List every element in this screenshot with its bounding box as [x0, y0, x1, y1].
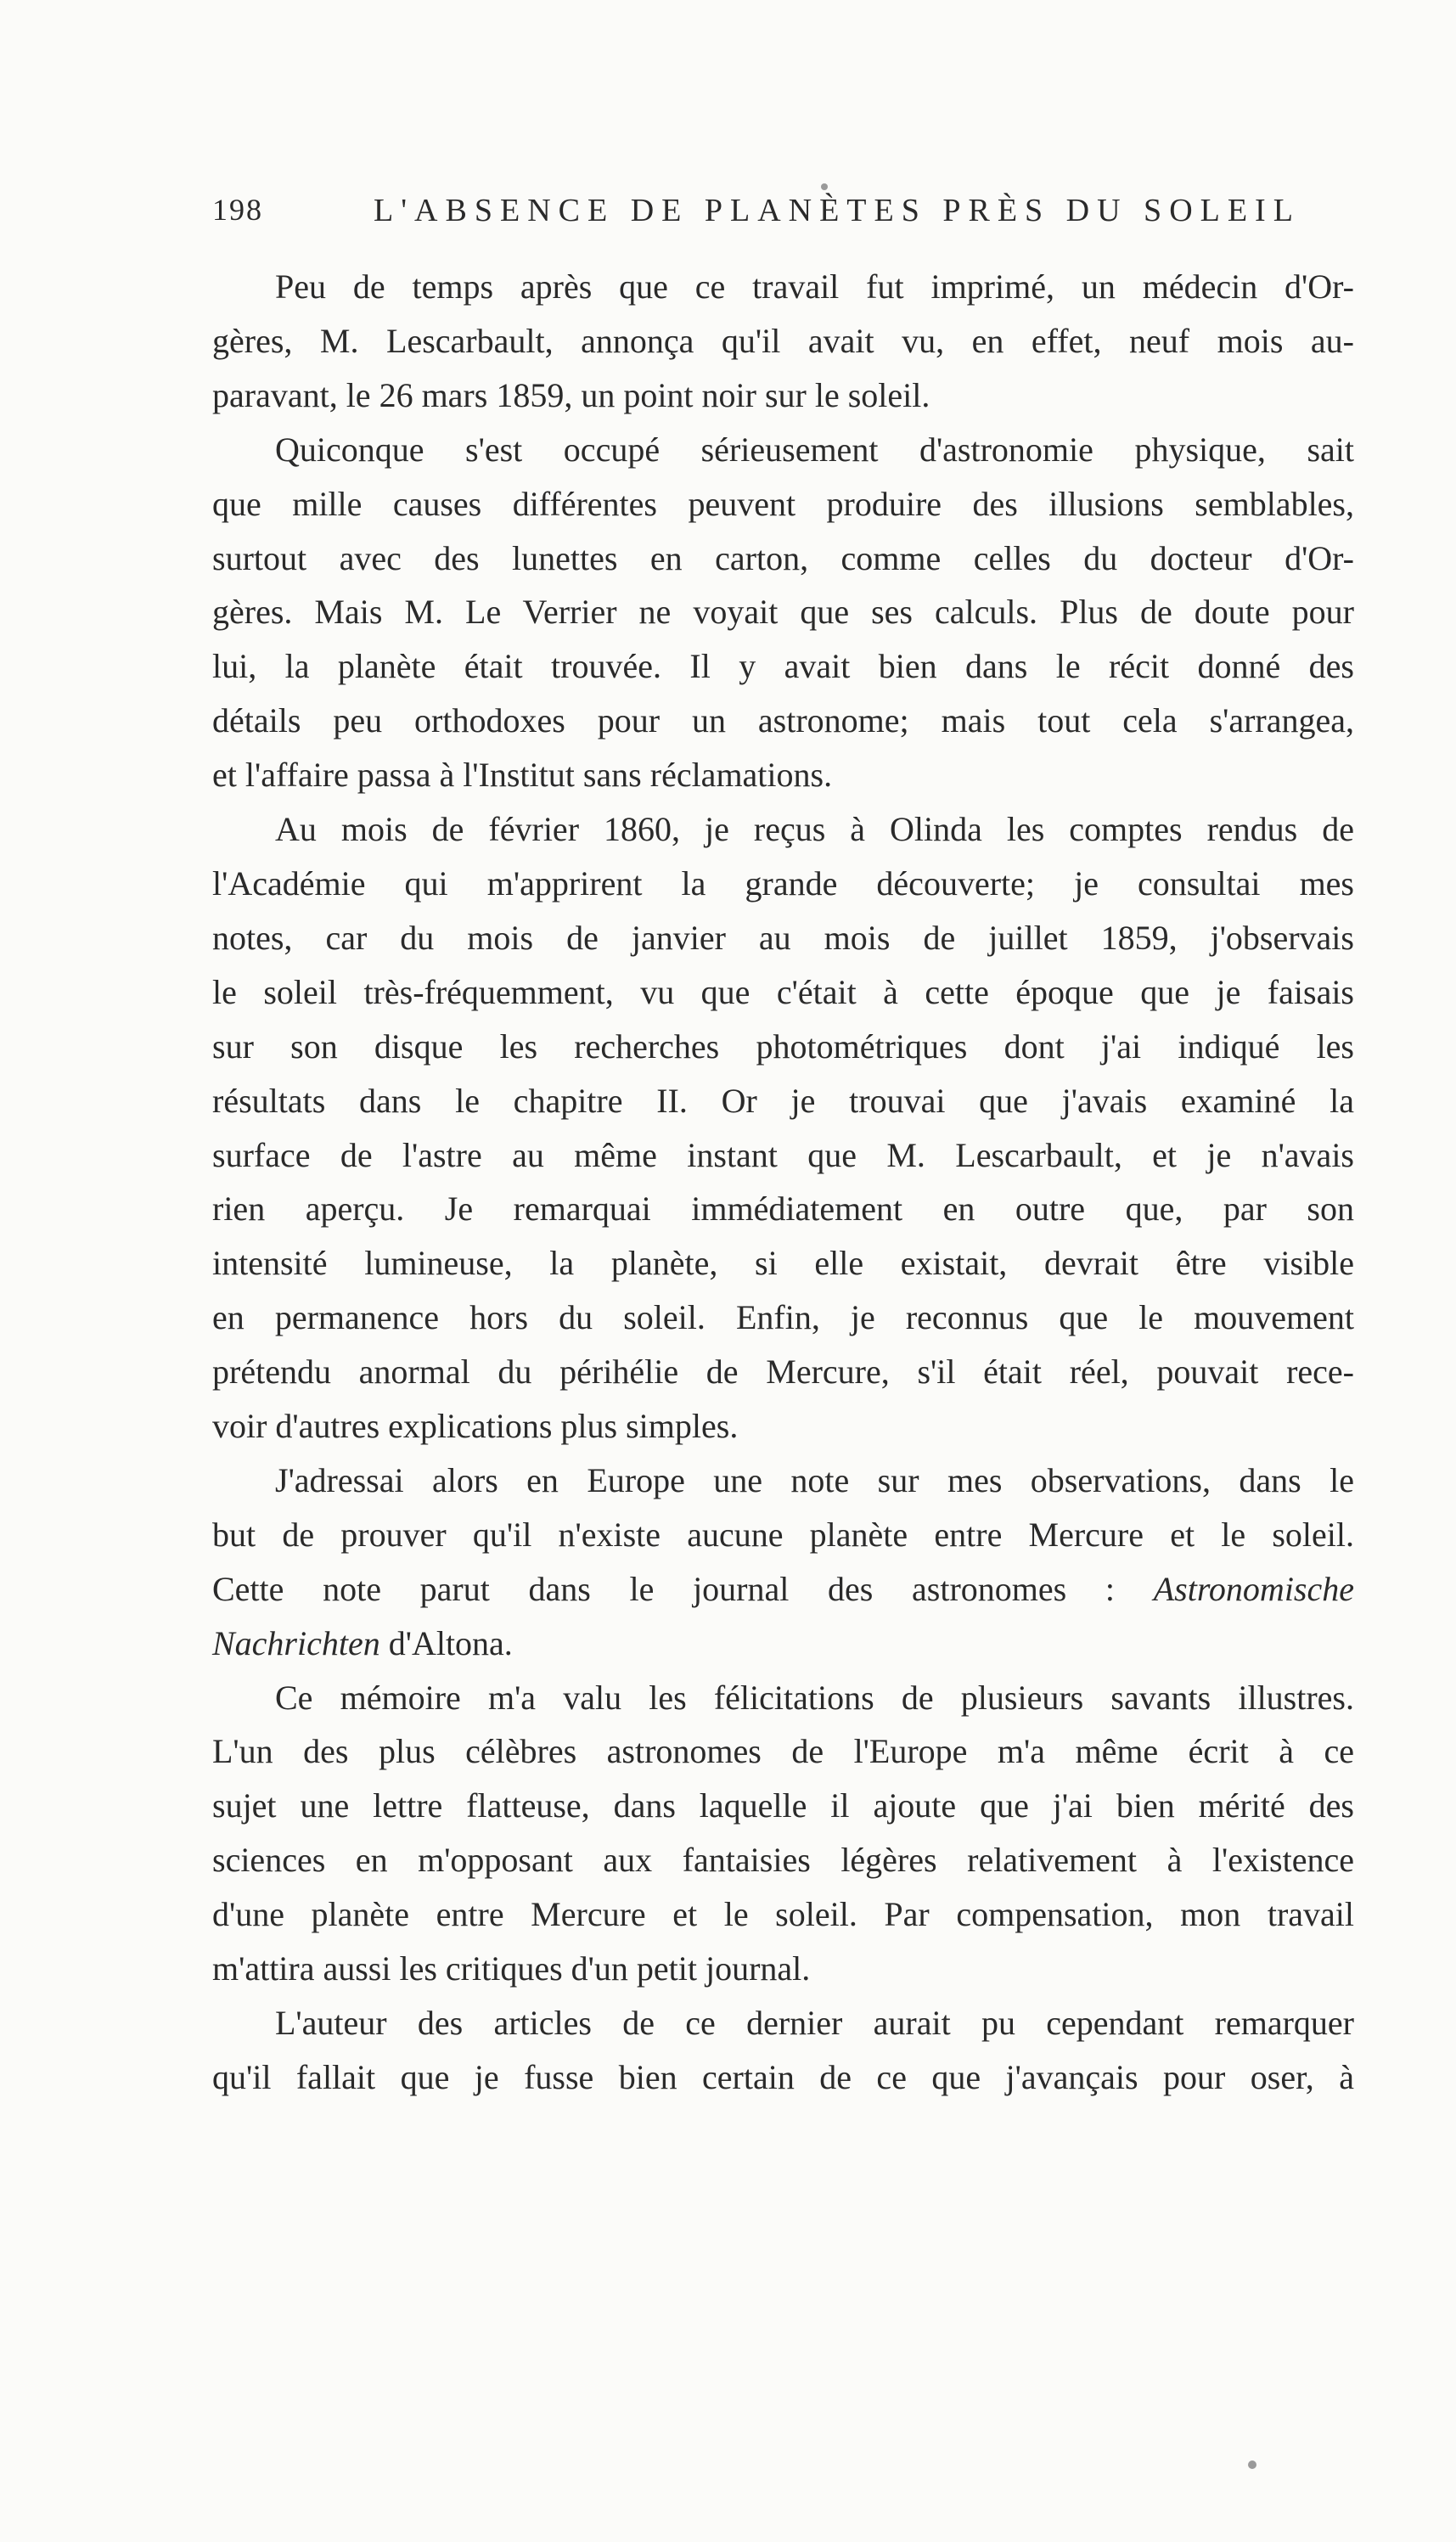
journal-title-part: Astronomische	[1153, 1569, 1355, 1608]
text-line: l'Académie qui m'apprirent la grande découverte; je consultai mes	[212, 863, 1354, 903]
text-segment: Cette note parut dans le journal des astronomes :	[212, 1569, 1116, 1608]
text-line: but de prouver qu'il n'existe aucune planète entre Mercure et le soleil.	[212, 1515, 1354, 1554]
text-line: gères. Mais M. Le Verrier ne voyait que ses calculs. Plus de doute pour	[212, 593, 1354, 632]
body-text	[212, 260, 1354, 2105]
page-number: 198	[212, 193, 263, 227]
text-line: paravant, le 26 mars 1859, un point noir sur le soleil.	[212, 375, 930, 414]
text-line: qu'il fallait que je fusse bien certain de ce que j'avançais pour oser, à	[212, 2057, 1354, 2096]
text-line: m'attira aussi les critiques d'un petit journal.	[212, 1949, 811, 1988]
text-line: en permanence hors du soleil. Enfin, je reconnus que le mouvement	[212, 1298, 1354, 1337]
paper-speck	[821, 183, 828, 190]
text-line: intensité lumineuse, la planète, si elle existait, devrait être visible	[212, 1244, 1354, 1283]
text-line: d'une planète entre Mercure et le soleil. Par compensation, mon travail	[212, 1895, 1354, 1934]
text-line: voir d'autres explications plus simples.	[212, 1407, 739, 1446]
text-line: L'auteur des articles de ce dernier aurait pu cependant remarquer	[275, 2004, 1354, 2042]
text-line: surface de l'astre au même instant que M. Lescarbault, et je n'avais	[212, 1135, 1354, 1174]
text-line: détails peu orthodoxes pour un astronome; mais tout cela s'arrangea,	[212, 701, 1354, 740]
text-line: Peu de temps après que ce travail fut imprimé, un médecin d'Or-	[275, 267, 1354, 306]
text-line: lui, la planète était trouvée. Il y avait bien dans le récit donné des	[212, 647, 1354, 686]
text-line: sur son disque les recherches photométriques dont j'ai indiqué les	[212, 1026, 1354, 1066]
paragraph	[212, 802, 1354, 1454]
text-line: sujet une lettre flatteuse, dans laquelle il ajoute que j'ai bien mérité des	[212, 1786, 1354, 1825]
journal-title-part: Nachrichten	[212, 1623, 380, 1662]
text-line: surtout avec des lunettes en carton, comme celles du docteur d'Or-	[212, 538, 1354, 577]
text-line: le soleil très-fréquemment, vu que c'était à cette époque que je faisais	[212, 972, 1354, 1011]
paragraph	[212, 423, 1354, 802]
text-segment: d'Altona.	[379, 1623, 513, 1662]
paper-speck	[1248, 2460, 1256, 2469]
text-line: que mille causes différentes peuvent produire des illusions semblables,	[212, 484, 1354, 523]
text-line: et l'affaire passa à l'Institut sans réclamations.	[212, 756, 833, 795]
text-line: résultats dans le chapitre II. Or je trouvai que j'avais examiné la	[212, 1081, 1354, 1120]
text-line: L'un des plus célèbres astronomes de l'Europe m'a même écrit à ce	[212, 1732, 1354, 1771]
text-line	[212, 1617, 1354, 1671]
text-line: Au mois de février 1860, je reçus à Olinda les comptes rendus de	[275, 810, 1354, 849]
running-title: L'ABSENCE DE PLANÈTES PRÈS DU SOLEIL	[374, 193, 1301, 228]
text-line: Quiconque s'est occupé sérieusement d'astronomie physique, sait	[275, 430, 1354, 469]
page-header	[212, 192, 1354, 234]
text-line: sciences en m'opposant aux fantaisies légères relativement à l'existence	[212, 1841, 1354, 1880]
text-line: Ce mémoire m'a valu les félicitations de plusieurs savants illustres.	[275, 1678, 1354, 1717]
paragraph	[212, 260, 1354, 423]
text-line	[212, 1562, 1354, 1617]
paragraph	[212, 1454, 1354, 1671]
text-line: J'adressai alors en Europe une note sur mes observations, dans le	[275, 1460, 1354, 1499]
text-line: notes, car du mois de janvier au mois de juillet 1859, j'observais	[212, 918, 1354, 957]
text-line: prétendu anormal du périhélie de Mercure, s'il était réel, pouvait rece-	[212, 1353, 1354, 1392]
paragraph	[212, 1671, 1354, 1996]
paragraph	[212, 1996, 1354, 2105]
text-line: rien aperçu. Je remarquai immédiatement en outre que, par son	[212, 1189, 1354, 1229]
text-line: gères, M. Lescarbault, annonça qu'il avait vu, en effet, neuf mois au-	[212, 321, 1354, 360]
